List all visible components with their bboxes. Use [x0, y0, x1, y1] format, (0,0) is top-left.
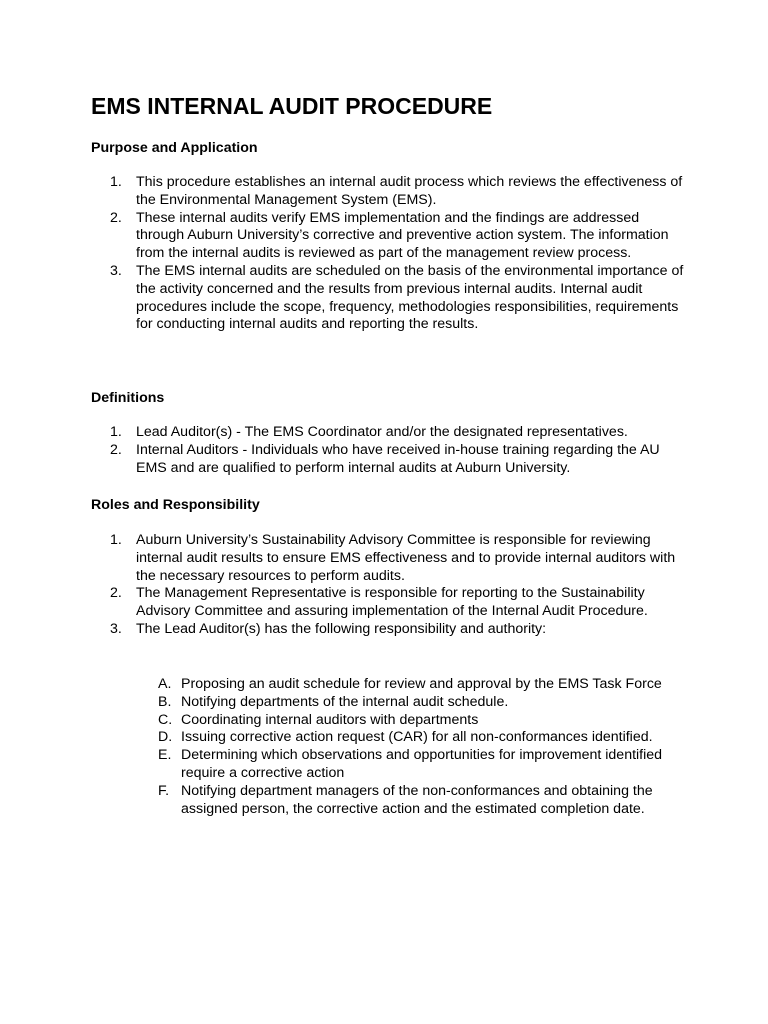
list-marker: 1.: [110, 424, 122, 440]
list-item: [158, 783, 678, 819]
list-item: [110, 424, 690, 442]
list-marker: E.: [158, 747, 172, 764]
list-item: [110, 210, 690, 263]
list-item: [110, 532, 690, 585]
list-marker: A.: [158, 676, 172, 692]
list-marker: 2.: [110, 209, 122, 226]
definitions-list: [110, 424, 690, 477]
list-item-text: Proposing an audit schedule for review and approval by the EMS Task Force: [181, 676, 662, 692]
list-item: [158, 712, 678, 730]
list-item-text: Lead Auditor(s) - The EMS Coordinator and/or the designated representatives.: [136, 424, 628, 440]
list-item-text: The EMS internal audits are scheduled on the basis of the environmental importance of the activity concerned and the results from previous internal audits. Internal audit procedures include the scope, frequency, methodologies responsibilities, requirements for conducting internal audits and reporting the results.: [136, 262, 684, 333]
list-item: [158, 747, 678, 783]
list-item: [158, 729, 678, 747]
list-item: [110, 263, 690, 334]
list-item-text: Issuing corrective action request (CAR) for all non-conformances identified.: [181, 729, 653, 746]
list-item-text: Determining which observations and opportunities for improvement identified require a corrective action: [181, 747, 663, 781]
list-item: [110, 442, 690, 478]
roles-list: [110, 532, 690, 639]
list-item: [110, 174, 690, 210]
list-marker: C.: [158, 711, 173, 728]
list-item-text: Internal Auditors - Individuals who have received in-house training regarding the AU EMS and are qualified to perform internal audits at Auburn University.: [136, 441, 660, 476]
section-heading-purpose: Purpose and Application: [91, 140, 258, 156]
document-title: EMS INTERNAL AUDIT PROCEDURE: [91, 93, 493, 119]
list-item-text: Coordinating internal auditors with departments: [181, 711, 479, 728]
list-marker: B.: [158, 693, 172, 710]
purpose-list: [110, 174, 690, 334]
list-marker: 3.: [110, 620, 122, 637]
list-item: [158, 676, 678, 694]
list-item-text: Notifying department managers of the non-conformances and obtaining the assigned person, the corrective action and the estimated completion date.: [181, 782, 653, 817]
section-heading-definitions: Definitions: [91, 390, 165, 406]
list-item-text: Notifying departments of the internal audit schedule.: [181, 693, 509, 710]
section-heading-roles: Roles and Responsibility: [91, 497, 260, 513]
list-item-text: Auburn University’s Sustainability Advisory Committee is responsible for reviewing internal audit results to ensure EMS effectiveness and to provide internal auditors with the necessary resources to perform audits.: [136, 532, 676, 584]
list-marker: F.: [158, 782, 170, 799]
list-item: [110, 585, 690, 621]
list-item-text: This procedure establishes an internal audit process which reviews the effectiveness of the Environmental Management System (EMS).: [136, 174, 683, 208]
list-item-text: The Management Representative is responsible for reporting to the Sustainability Advisory Committee and assuring implementation of the Internal Audit Procedure.: [136, 585, 648, 620]
list-marker: 2.: [110, 585, 122, 602]
list-marker: 3.: [110, 262, 122, 279]
list-marker: 2.: [110, 441, 122, 458]
list-item: [158, 694, 678, 712]
list-item-text: These internal audits verify EMS implementation and the findings are addressed through Auburn University’s corrective and preventive action system. The information from the internal audits is reviewed as part of the management review process.: [136, 209, 669, 262]
list-marker: 1.: [110, 532, 122, 548]
list-marker: 1.: [110, 174, 122, 190]
list-marker: D.: [158, 729, 173, 746]
lead-auditor-responsibilities-list: [158, 676, 678, 818]
list-item: [110, 621, 690, 639]
list-item-text: The Lead Auditor(s) has the following responsibility and authority:: [136, 620, 547, 637]
